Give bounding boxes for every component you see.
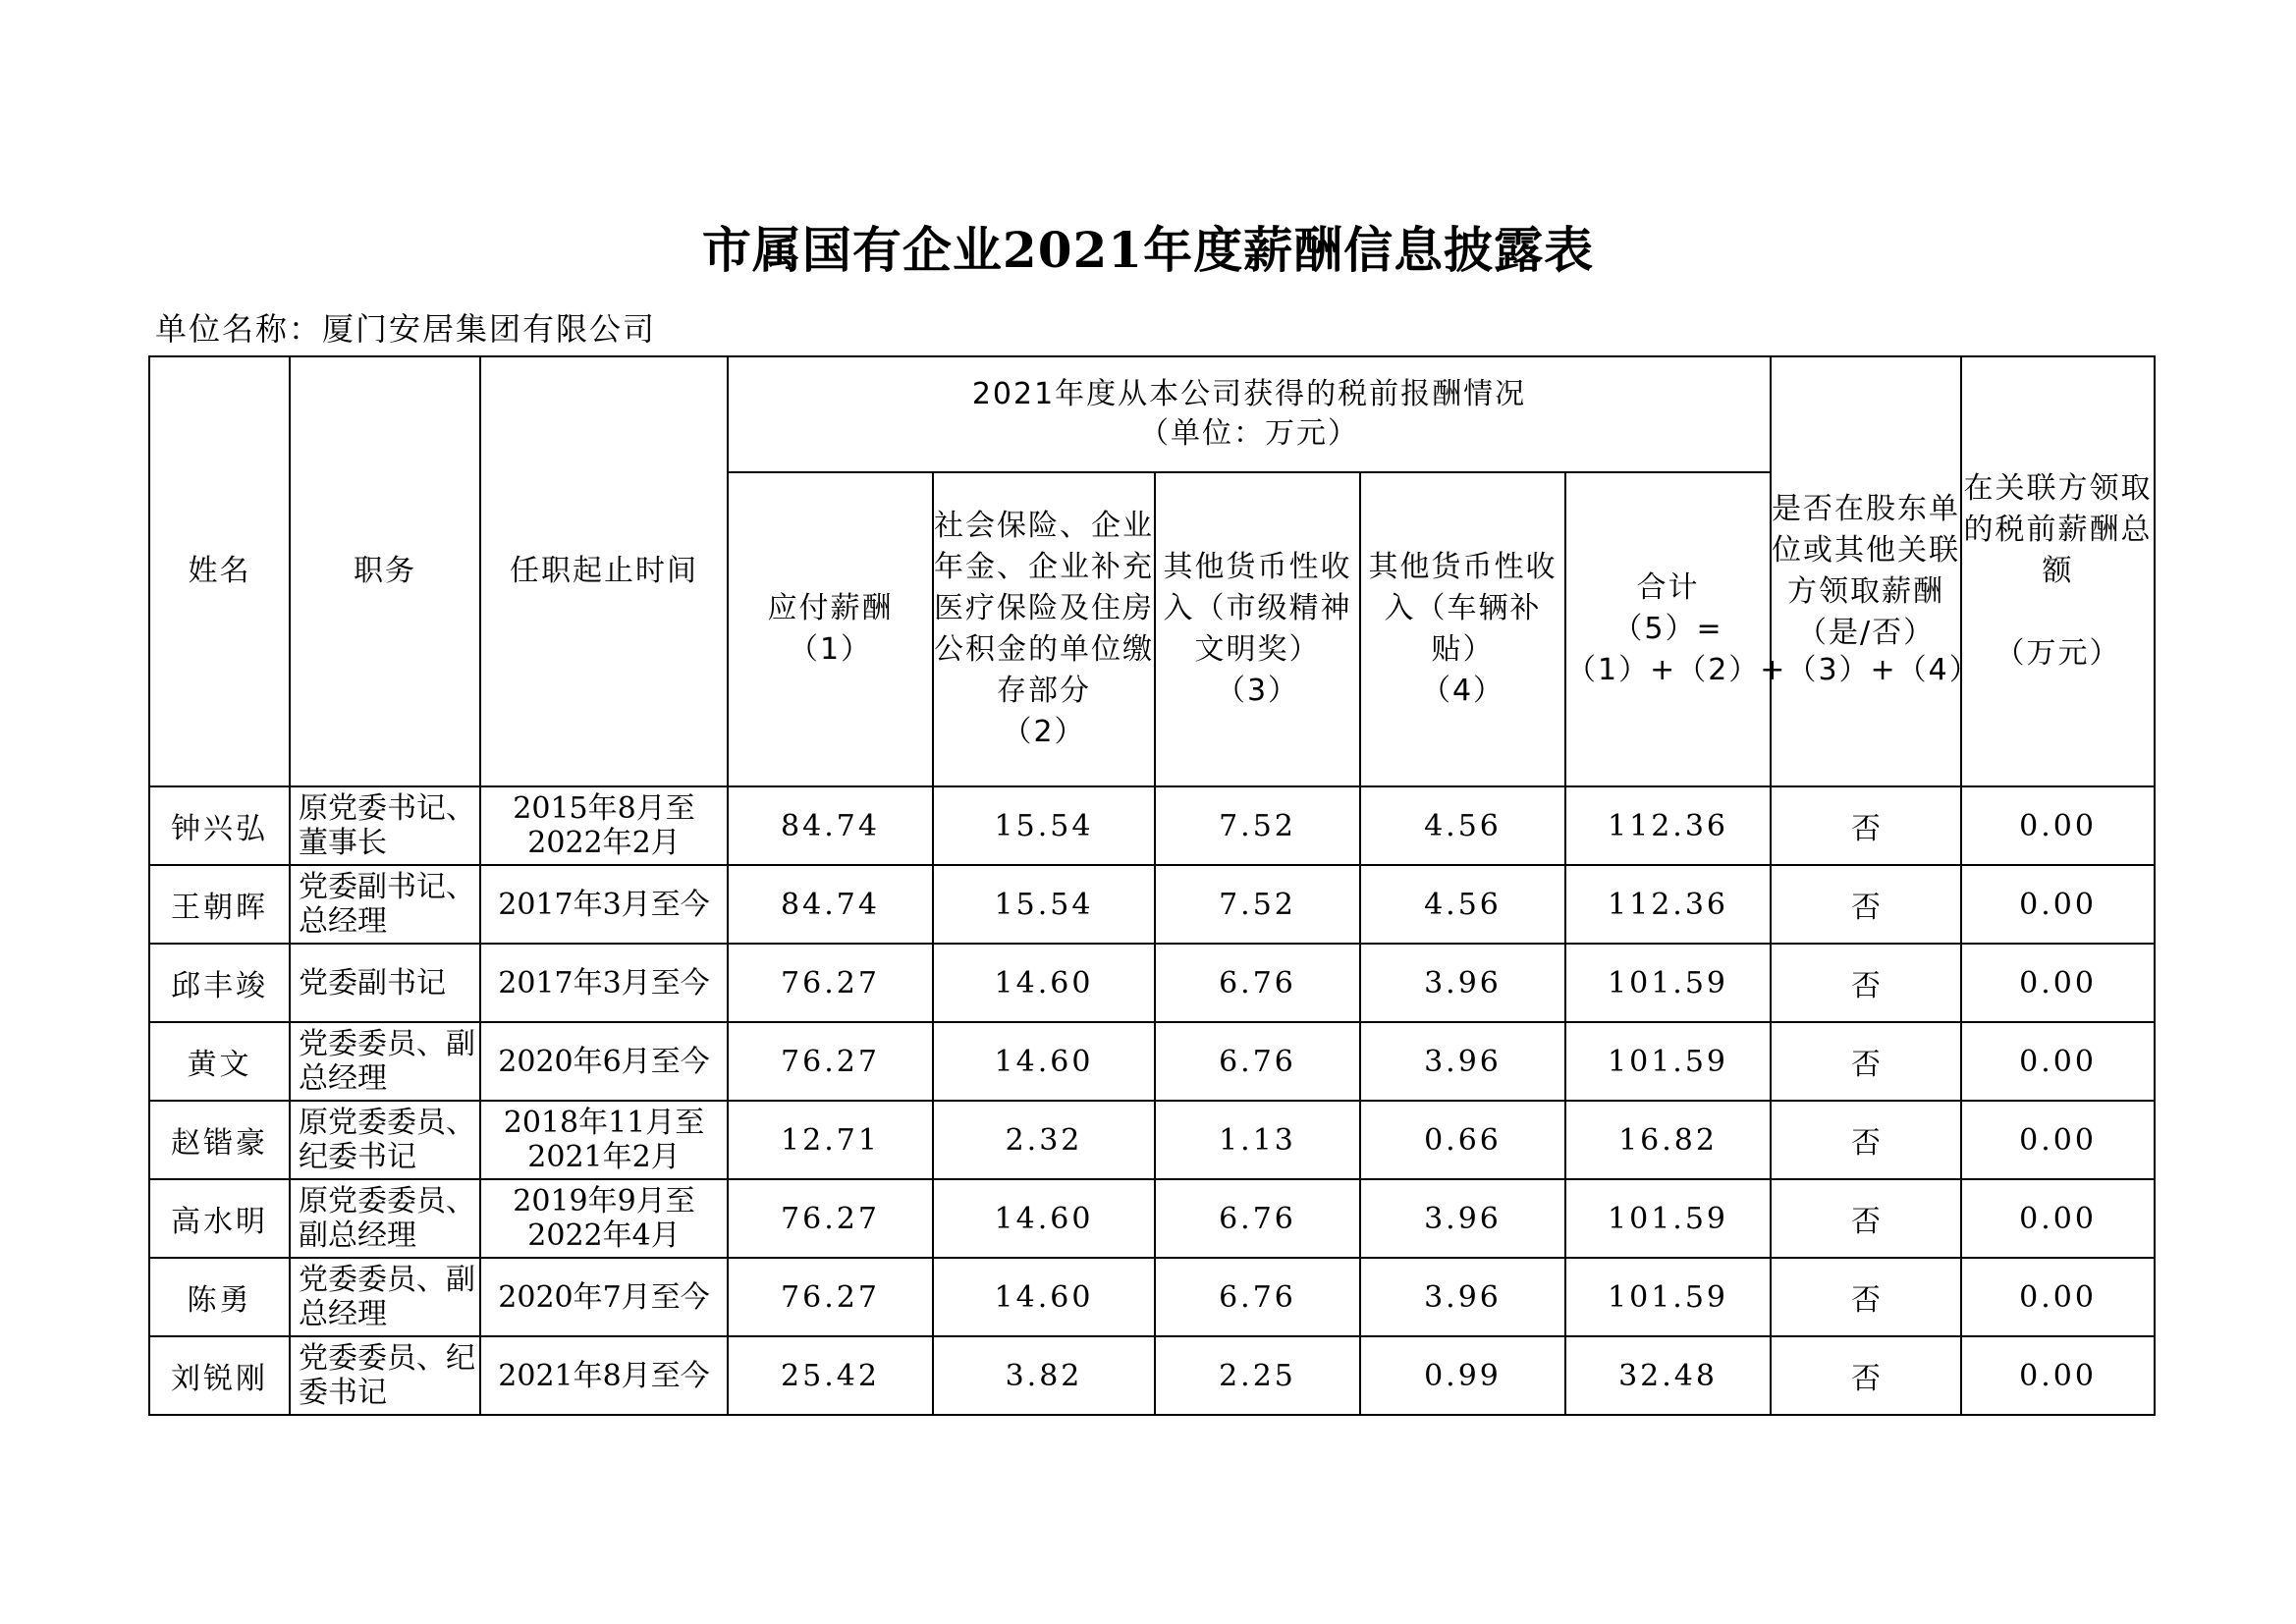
table-row [149, 1258, 2155, 1336]
cell-payable-salary: 12.71 [728, 1101, 933, 1179]
cell-term: 2015年8月至2022年2月 [480, 786, 728, 865]
cell-insurance-contribution: 2.32 [933, 1101, 1155, 1179]
cell-other-income-vehicle: 0.66 [1360, 1101, 1565, 1179]
cell-name: 赵锴豪 [149, 1101, 290, 1179]
cell-position: 原党委委员、副总经理 [290, 1179, 480, 1258]
cell-insurance-contribution: 15.54 [933, 865, 1155, 944]
table-row [149, 1101, 2155, 1179]
cell-other-income-vehicle: 3.96 [1360, 1022, 1565, 1101]
unit-name-line: 单位名称：厦门安居集团有限公司 [155, 310, 657, 348]
cell-name: 钟兴弘 [149, 786, 290, 865]
cell-term: 2021年8月至今 [480, 1336, 728, 1415]
cell-other-income-vehicle: 3.96 [1360, 944, 1565, 1022]
table-row [149, 944, 2155, 1022]
cell-term: 2018年11月至2021年2月 [480, 1101, 728, 1179]
header-col2-insurance: 社会保险、企业年金、企业补充医疗保险及住房公积金的单位缴存部分 （2） [933, 472, 1155, 786]
header-position: 职务 [290, 356, 480, 786]
cell-payable-salary: 76.27 [728, 1258, 933, 1336]
header-col1-salary: 应付薪酬 （1） [728, 472, 933, 786]
cell-total: 101.59 [1565, 944, 1771, 1022]
cell-other-income-award: 2.25 [1155, 1336, 1360, 1415]
cell-payable-salary: 76.27 [728, 1022, 933, 1101]
cell-name: 黄文 [149, 1022, 290, 1101]
cell-insurance-contribution: 14.60 [933, 1258, 1155, 1336]
cell-position: 原党委书记、董事长 [290, 786, 480, 865]
cell-insurance-contribution: 3.82 [933, 1336, 1155, 1415]
cell-related-amount: 0.00 [1961, 786, 2155, 865]
cell-insurance-contribution: 14.60 [933, 944, 1155, 1022]
cell-other-income-vehicle: 4.56 [1360, 786, 1565, 865]
cell-other-income-vehicle: 3.96 [1360, 1179, 1565, 1258]
cell-name: 邱丰竣 [149, 944, 290, 1022]
table-row [149, 1336, 2155, 1415]
cell-term: 2017年3月至今 [480, 865, 728, 944]
cell-related-party: 否 [1771, 786, 1961, 865]
header-col3-other-award: 其他货币性收入（市级精神文明奖） （3） [1155, 472, 1360, 786]
cell-related-amount: 0.00 [1961, 865, 2155, 944]
cell-term: 2020年6月至今 [480, 1022, 728, 1101]
cell-total: 101.59 [1565, 1179, 1771, 1258]
cell-related-amount: 0.00 [1961, 1101, 2155, 1179]
header-term: 任职起止时间 [480, 356, 728, 786]
salary-disclosure-table [148, 355, 2156, 1416]
cell-total: 112.36 [1565, 786, 1771, 865]
cell-related-amount: 0.00 [1961, 1258, 2155, 1336]
page-title: 市属国有企业2021年度薪酬信息披露表 [701, 221, 1595, 279]
cell-other-income-award: 6.76 [1155, 944, 1360, 1022]
cell-term: 2020年7月至今 [480, 1258, 728, 1336]
cell-total: 32.48 [1565, 1336, 1771, 1415]
header-group-title: 2021年度从本公司获得的税前报酬情况 [971, 377, 1527, 411]
cell-related-amount: 0.00 [1961, 1179, 2155, 1258]
cell-other-income-vehicle: 4.56 [1360, 865, 1565, 944]
cell-related-party: 否 [1771, 944, 1961, 1022]
cell-related-party: 否 [1771, 1179, 1961, 1258]
cell-payable-salary: 84.74 [728, 786, 933, 865]
cell-name: 刘锐刚 [149, 1336, 290, 1415]
cell-related-amount: 0.00 [1961, 1022, 2155, 1101]
cell-position: 党委委员、副总经理 [290, 1022, 480, 1101]
cell-term: 2019年9月至2022年4月 [480, 1179, 728, 1258]
header-col4-vehicle-allowance: 其他货币性收入（车辆补贴） （4） [1360, 472, 1565, 786]
header-group-unit: （单位：万元） [1139, 416, 1360, 451]
header-related-amount: 在关联方领取的税前薪酬总额 （万元） [1961, 356, 2155, 786]
cell-total: 112.36 [1565, 865, 1771, 944]
cell-related-party: 否 [1771, 1101, 1961, 1179]
cell-related-party: 否 [1771, 1022, 1961, 1101]
cell-other-income-award: 7.52 [1155, 865, 1360, 944]
cell-payable-salary: 84.74 [728, 865, 933, 944]
cell-other-income-award: 6.76 [1155, 1179, 1360, 1258]
cell-payable-salary: 76.27 [728, 1179, 933, 1258]
cell-other-income-award: 7.52 [1155, 786, 1360, 865]
cell-payable-salary: 76.27 [728, 944, 933, 1022]
header-name: 姓名 [149, 356, 290, 786]
cell-term: 2017年3月至今 [480, 944, 728, 1022]
cell-position: 党委副书记 [290, 944, 480, 1022]
cell-insurance-contribution: 14.60 [933, 1179, 1155, 1258]
cell-insurance-contribution: 14.60 [933, 1022, 1155, 1101]
cell-related-party: 否 [1771, 1336, 1961, 1415]
table-row [149, 1179, 2155, 1258]
cell-related-amount: 0.00 [1961, 1336, 2155, 1415]
cell-other-income-vehicle: 0.99 [1360, 1336, 1565, 1415]
cell-total: 101.59 [1565, 1022, 1771, 1101]
cell-total: 101.59 [1565, 1258, 1771, 1336]
cell-related-party: 否 [1771, 865, 1961, 944]
cell-position: 党委委员、副总经理 [290, 1258, 480, 1336]
cell-total: 16.82 [1565, 1101, 1771, 1179]
cell-other-income-vehicle: 3.96 [1360, 1258, 1565, 1336]
cell-position: 党委委员、纪委书记 [290, 1336, 480, 1415]
cell-name: 王朝晖 [149, 865, 290, 944]
cell-other-income-award: 6.76 [1155, 1258, 1360, 1336]
table-row [149, 865, 2155, 944]
cell-insurance-contribution: 15.54 [933, 786, 1155, 865]
cell-related-amount: 0.00 [1961, 944, 2155, 1022]
cell-payable-salary: 25.42 [728, 1336, 933, 1415]
cell-position: 党委副书记、总经理 [290, 865, 480, 944]
header-related-party: 是否在股东单位或其他关联方领取薪酬 （是/否） [1771, 356, 1961, 786]
table-row [149, 786, 2155, 865]
header-pretax-group [728, 356, 1771, 472]
cell-name: 陈勇 [149, 1258, 290, 1336]
table-row [149, 1022, 2155, 1101]
cell-name: 高水明 [149, 1179, 290, 1258]
cell-other-income-award: 6.76 [1155, 1022, 1360, 1101]
cell-position: 原党委委员、纪委书记 [290, 1101, 480, 1179]
cell-other-income-award: 1.13 [1155, 1101, 1360, 1179]
header-col5-total: 合计 （5）=（1）+（2）+（3）+（4） [1565, 472, 1771, 786]
cell-related-party: 否 [1771, 1258, 1961, 1336]
